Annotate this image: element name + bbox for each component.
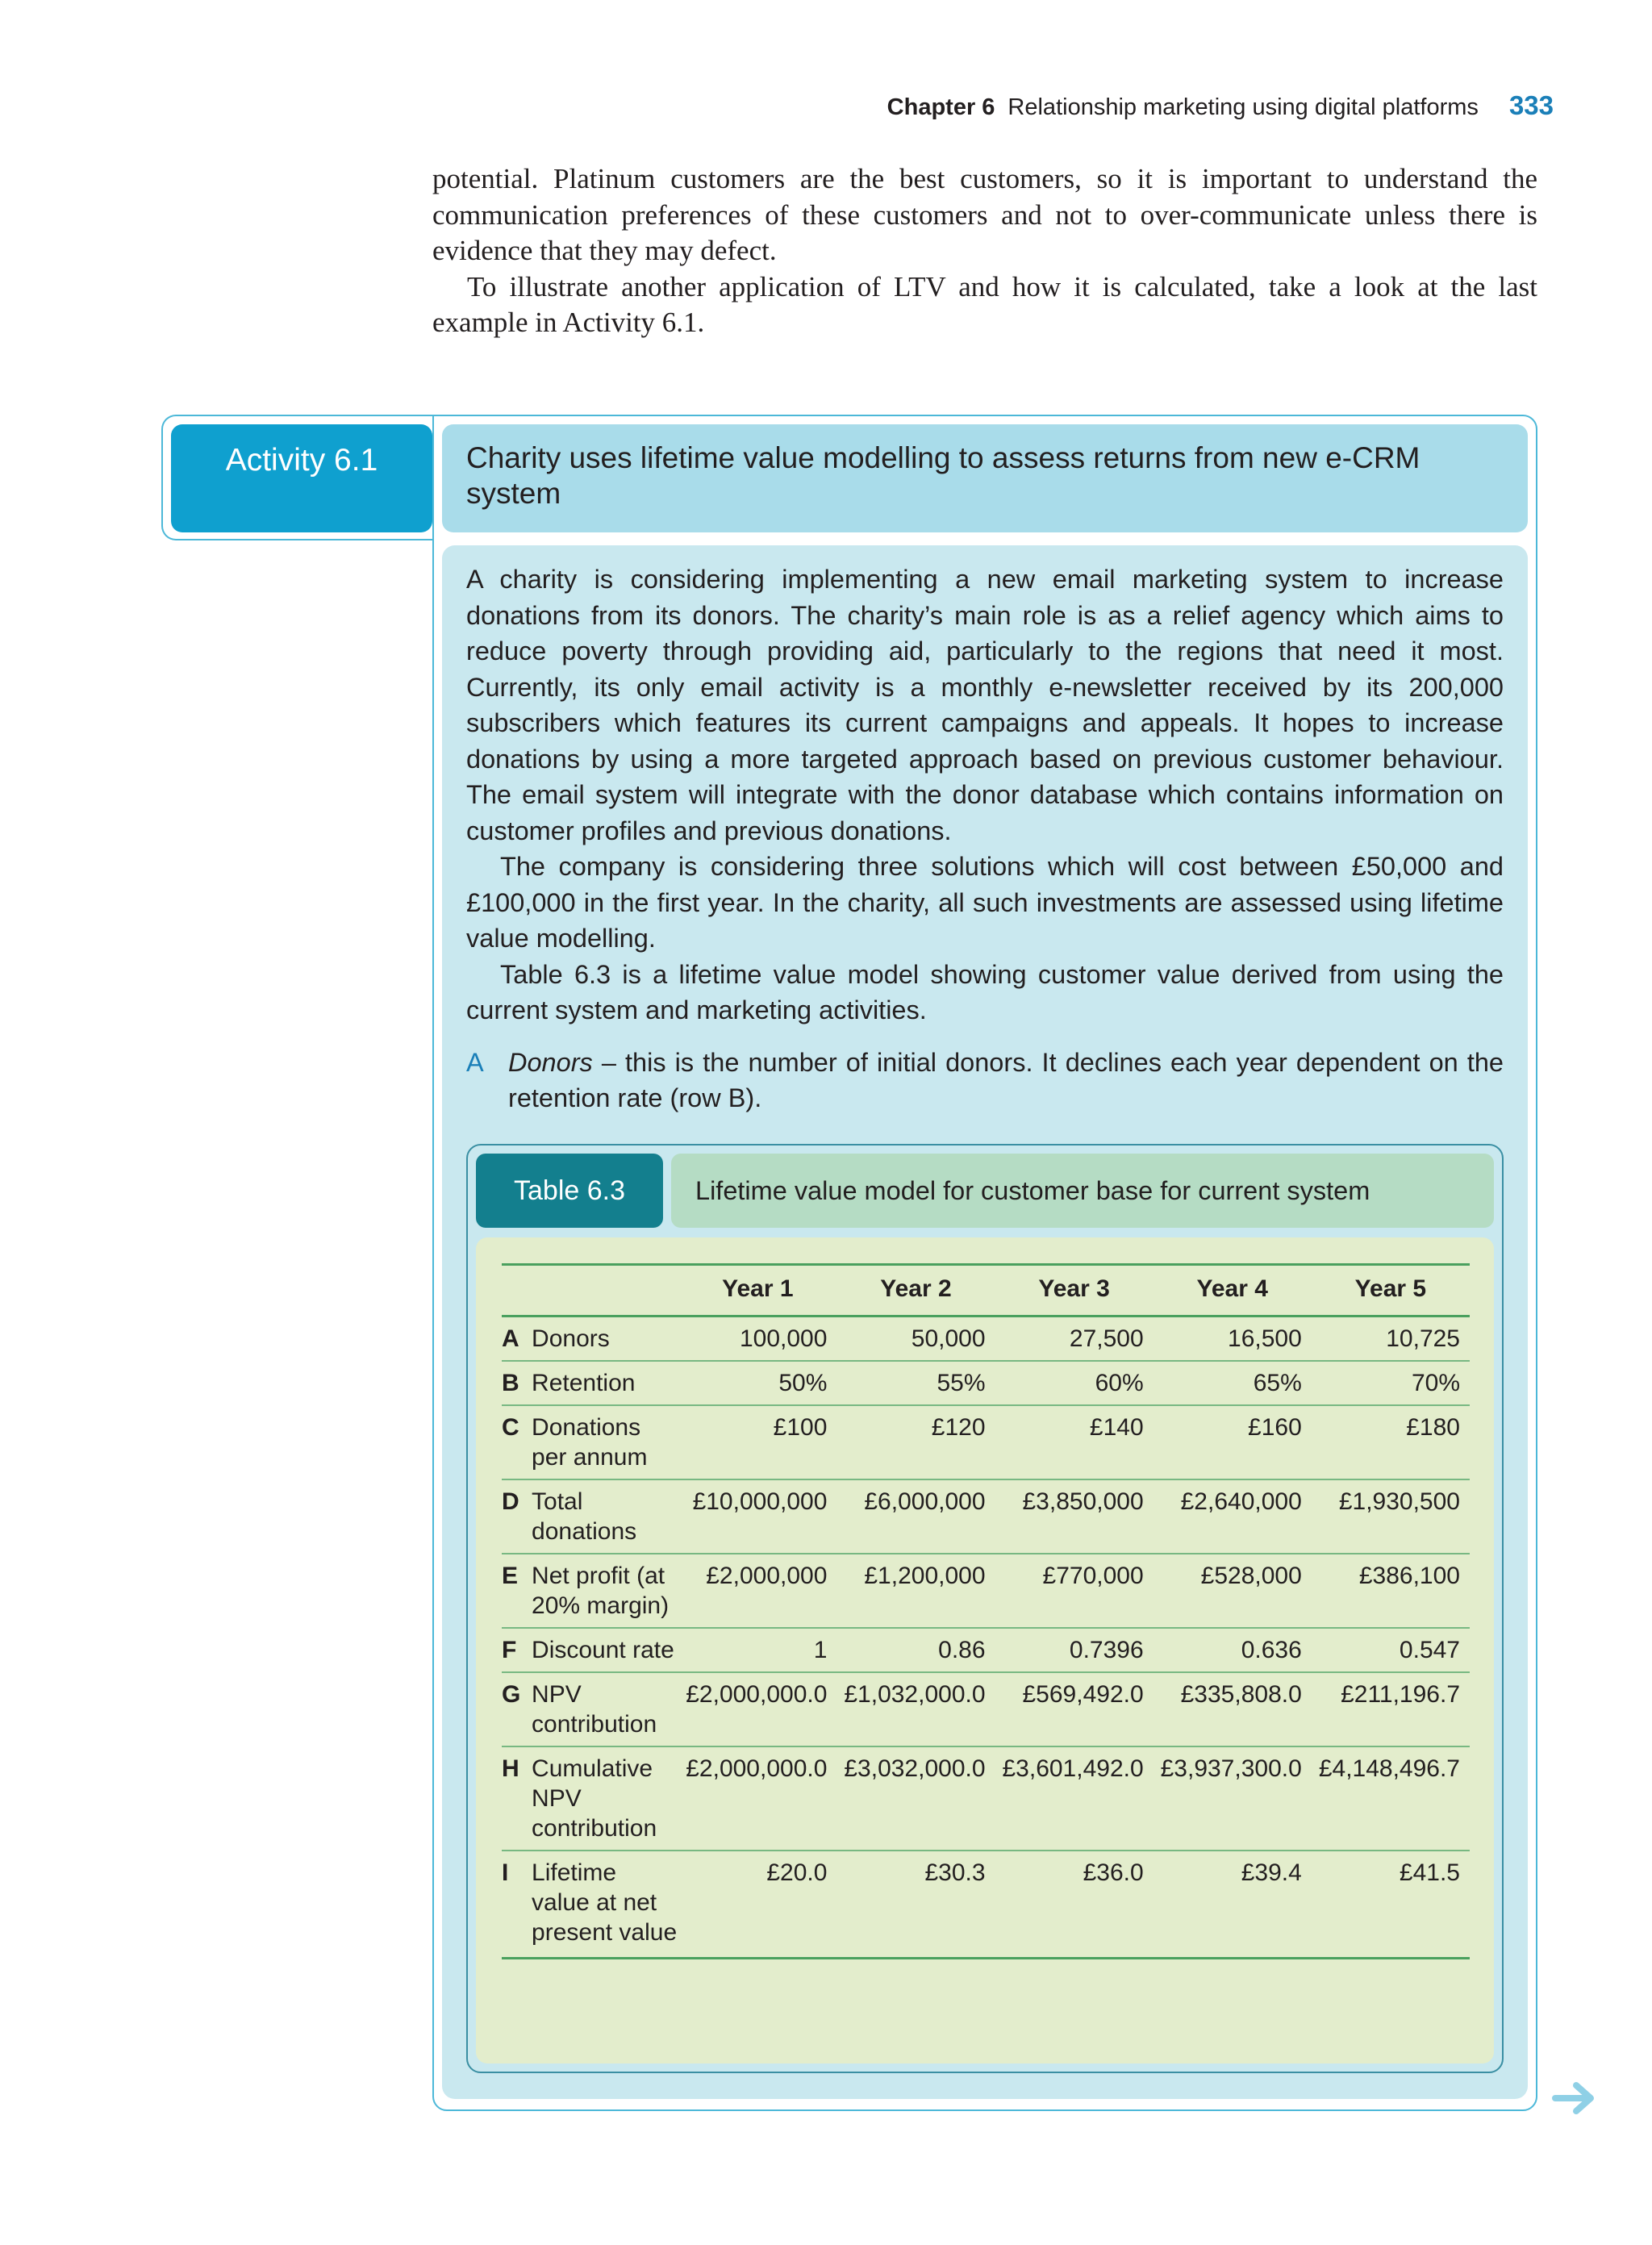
page-number: 333 [1508, 90, 1554, 120]
activity-paragraph-2: The company is considering three solutions which will cost between £50,000 and £100,000 in the first year. In the charity, all such investments are assessed using lifetime value modelling. [466, 852, 1504, 953]
activity-label: Activity 6.1 [171, 424, 432, 532]
cell-year-1: £2,000,000.0 [678, 1746, 836, 1851]
cell-year-4: £160 [1153, 1405, 1312, 1479]
cell-year-2: £3,032,000.0 [836, 1746, 995, 1851]
table-row [502, 1405, 1470, 1479]
cell-year-2: 55% [836, 1361, 995, 1405]
cell-year-4: £3,937,300.0 [1153, 1746, 1312, 1851]
row-letter: H [502, 1746, 532, 1851]
row-letter: G [502, 1672, 532, 1746]
header-year-4: Year 4 [1153, 1265, 1312, 1317]
row-letter: E [502, 1554, 532, 1628]
chapter-label: Chapter 6 [886, 94, 995, 120]
cell-year-2: £30.3 [836, 1851, 995, 1959]
cell-year-3: £3,850,000 [995, 1479, 1153, 1554]
cell-year-5: £211,196.7 [1312, 1672, 1470, 1746]
header-year-3: Year 3 [995, 1265, 1153, 1317]
table-row [502, 1851, 1470, 1959]
row-letter: D [502, 1479, 532, 1554]
cell-year-1: 1 [678, 1628, 836, 1672]
table-row [502, 1628, 1470, 1672]
row-label: Total donations [532, 1479, 678, 1554]
row-letter: B [502, 1361, 532, 1405]
cell-year-2: £1,032,000.0 [836, 1672, 995, 1746]
row-letter: F [502, 1628, 532, 1672]
chapter-title: Relationship marketing using digital platforms [1007, 94, 1479, 120]
row-label: Lifetime value at net present value [532, 1851, 678, 1959]
cell-year-5: £386,100 [1312, 1554, 1470, 1628]
cell-year-4: 0.636 [1153, 1628, 1312, 1672]
cell-year-5: £180 [1312, 1405, 1470, 1479]
cell-year-1: £10,000,000 [678, 1479, 836, 1554]
cell-year-5: 0.547 [1312, 1628, 1470, 1672]
cell-year-3: £569,492.0 [995, 1672, 1153, 1746]
table-row [502, 1317, 1470, 1362]
cell-year-2: £1,200,000 [836, 1554, 995, 1628]
cell-year-1: 100,000 [678, 1317, 836, 1362]
cell-year-3: 27,500 [995, 1317, 1153, 1362]
cell-year-3: 60% [995, 1361, 1153, 1405]
arrow-right-icon [1552, 2080, 1599, 2117]
activity-paragraph-1: A charity is considering implementing a new email marketing system to increase donations from its donors. The charity’s main role is as a relief agency which aims to reduce poverty through providing aid, particularly to the regions that need it most. Currently, its only email activity is a monthly e-newsletter received by its 200,000 subscribers which features its current campaigns and appeals. It hopes to increase donations by using a more targeted approach based on previous customer behaviour. The email system will integrate with the donor database which contains information on customer profiles and previous donations. [466, 565, 1504, 845]
row-label: Net profit (at 20% margin) [532, 1554, 678, 1628]
row-label: Donations per annum [532, 1405, 678, 1479]
point-a-text: – this is the number of initial donors. It declines each year dependent on the retention rate (row B). [508, 1047, 1504, 1112]
cell-year-2: £120 [836, 1405, 995, 1479]
table-row [502, 1746, 1470, 1851]
cell-year-5: £41.5 [1312, 1851, 1470, 1959]
point-a-letter: A [466, 1047, 484, 1077]
activity-title: Charity uses lifetime value modelling to assess returns from new e-CRM system [442, 424, 1528, 532]
row-letter: A [502, 1317, 532, 1362]
point-a [466, 1045, 1504, 1116]
row-label: NPV contribution [532, 1672, 678, 1746]
cell-year-4: £528,000 [1153, 1554, 1312, 1628]
cell-year-1: £100 [678, 1405, 836, 1479]
point-a-term: Donors [508, 1047, 593, 1077]
table-row [502, 1554, 1470, 1628]
cell-year-4: £2,640,000 [1153, 1479, 1312, 1554]
table-label: Table 6.3 [476, 1154, 663, 1228]
cell-year-5: £4,148,496.7 [1312, 1746, 1470, 1851]
cell-year-2: 50,000 [836, 1317, 995, 1362]
header-year-2: Year 2 [836, 1265, 995, 1317]
cell-year-5: 70% [1312, 1361, 1470, 1405]
cell-year-1: £20.0 [678, 1851, 836, 1959]
row-letter: C [502, 1405, 532, 1479]
header-year-1: Year 1 [678, 1265, 836, 1317]
table-row [502, 1479, 1470, 1554]
cell-year-1: £2,000,000.0 [678, 1672, 836, 1746]
table-row [502, 1361, 1470, 1405]
row-label: Cumulative NPV contribution [532, 1746, 678, 1851]
cell-year-3: £36.0 [995, 1851, 1153, 1959]
table-header-row [502, 1265, 1470, 1317]
intro-paragraph-2: To illustrate another application of LTV and how it is calculated, take a look at the last example in Activity 6.1. [432, 270, 1537, 338]
cell-year-3: £3,601,492.0 [995, 1746, 1153, 1851]
row-label: Retention [532, 1361, 678, 1405]
cell-year-3: 0.7396 [995, 1628, 1153, 1672]
header-letter [502, 1265, 532, 1317]
header-year-5: Year 5 [1312, 1265, 1470, 1317]
table-row [502, 1672, 1470, 1746]
lifetime-value-table [502, 1263, 1470, 1959]
cell-year-5: £1,930,500 [1312, 1479, 1470, 1554]
activity-paragraph-3: Table 6.3 is a lifetime value model showing customer value derived from using the current system and marketing activities. [466, 959, 1504, 1024]
row-label: Donors [532, 1317, 678, 1362]
intro-text [432, 161, 1537, 341]
cell-year-3: £140 [995, 1405, 1153, 1479]
cell-year-5: 10,725 [1312, 1317, 1470, 1362]
header-label [532, 1265, 678, 1317]
cell-year-1: £2,000,000 [678, 1554, 836, 1628]
cell-year-4: 16,500 [1153, 1317, 1312, 1362]
row-letter: I [502, 1851, 532, 1959]
cell-year-4: £335,808.0 [1153, 1672, 1312, 1746]
row-label: Discount rate [532, 1628, 678, 1672]
cell-year-4: 65% [1153, 1361, 1312, 1405]
running-head [887, 90, 1554, 131]
table-caption: Lifetime value model for customer base for current system [671, 1154, 1494, 1228]
cell-year-3: £770,000 [995, 1554, 1153, 1628]
cell-year-4: £39.4 [1153, 1851, 1312, 1959]
cell-year-2: 0.86 [836, 1628, 995, 1672]
cell-year-1: 50% [678, 1361, 836, 1405]
intro-paragraph-1: potential. Platinum customers are the best customers, so it is important to understand the communication preferences of these customers and not to over-communicate unless there is evidence that they may defect. [432, 163, 1537, 266]
cell-year-2: £6,000,000 [836, 1479, 995, 1554]
